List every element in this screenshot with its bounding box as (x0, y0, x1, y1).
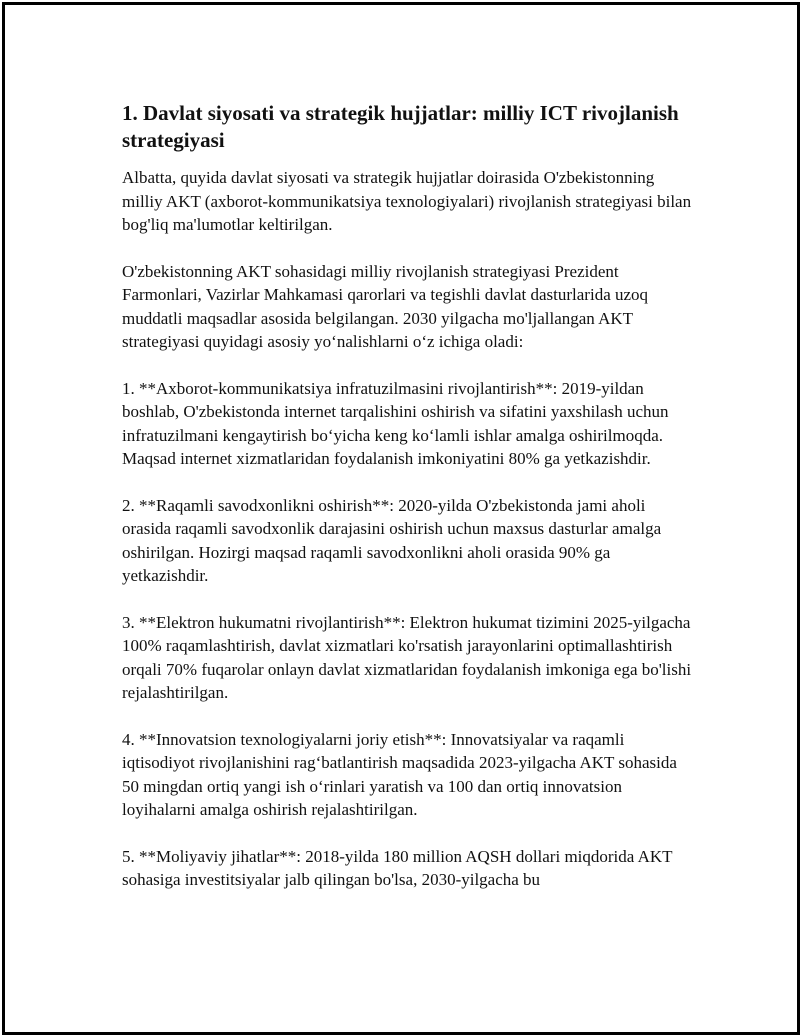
intro-paragraph: Albatta, quyida davlat siyosati va strategik hujjatlar doirasida O'zbekistonning milliy AKT (axborot-kommunikatsiya texnologiyalari) rivojlanish strategiyasi bilan bog'liq ma'lumotlar keltirilgan. (122, 168, 692, 234)
list-item-innovation: 4. **Innovatsion texnologiyalarni joriy etish**: Innovatsiyalar va raqamli iqtisodiyot rivojlanishini rag‘batlantirish maqsadida 2023-yilgacha AKT sohasida 50 mingdan ortiq yangi ish o‘rinlari yaratish va 100 dan ortiq innovatsion loyihalarni amalga oshirish rejalashtirilgan. (122, 729, 677, 819)
strategy-overview-paragraph: O'zbekistonning AKT sohasidagi milliy rivojlanish strategiyasi Prezident Farmonlari, Vazirlar Mahkamasi qarorlari va tegishli davlat dasturlarida uzoq muddatli maqsadlar asosida belgilangan. 2030 yilgacha mo'ljallangan AKT strategiyasi quyidagi asosiy yo‘nalishlarni o‘z ichiga oladi: (122, 261, 649, 351)
document-body (122, 100, 692, 915)
page-frame (2, 2, 800, 1035)
list-item-financial: 5. **Moliyaviy jihatlar**: 2018-yilda 180 million AQSH dollari miqdorida AKT sohasiga investitsiyalar jalb qilingan bo'lsa, 2030-yilgacha bu (122, 846, 673, 889)
document-title: 1. Davlat siyosati va strategik hujjatlar: milliy ICT rivojlanish strategiyasi (122, 101, 679, 152)
list-item-digital-literacy: 2. **Raqamli savodxonlikni oshirish**: 2020-yilda O'zbekistonda jami aholi orasida raqamli savodxonlik darajasini oshirish uchun maxsus dasturlar amalga oshirilgan. Hozirgi maqsad raqamli savodxonlikni aholi orasida 90% ga yetkazishdir. (122, 495, 662, 585)
list-item-e-government: 3. **Elektron hukumatni rivojlantirish**: Elektron hukumat tizimini 2025-yilgacha 100% raqamlashtirish, davlat xizmatlari ko'rsatish jarayonlarini optimallashtirish orqali 70% fuqarolar onlayn davlat xizmatlaridan foydalanish imkoniga ega bo'lishi rejalashtirilgan. (122, 612, 692, 702)
list-item-infrastructure: 1. **Axborot-kommunikatsiya infratuzilmasini rivojlantirish**: 2019-yildan boshlab, O'zbekistonda internet tarqalishini oshirish va sifatini yaxshilash uchun infratuzilmani kengaytirish bo‘yicha keng ko‘lamli ishlar amalga oshirilmoqda. Maqsad internet xizmatlaridan foydalanish imkoniyatini 80% ga yetkazishdir. (122, 378, 669, 468)
